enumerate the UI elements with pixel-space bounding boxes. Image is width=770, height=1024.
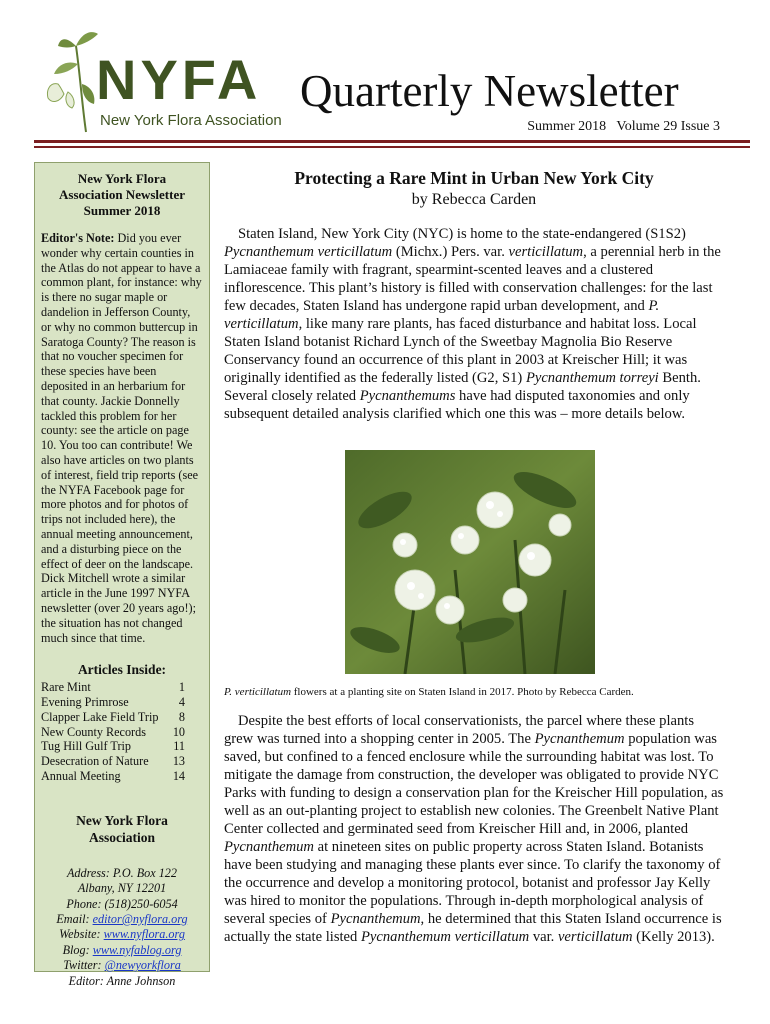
issue-info: Summer 2018 Volume 29 Issue 3 <box>527 119 720 134</box>
articles-inside-heading: Articles Inside: <box>77 662 167 678</box>
italic-text: P. verticillatum <box>224 686 292 698</box>
twitter-label: Twitter: <box>63 958 105 973</box>
mint-flowers-photo <box>345 450 595 674</box>
website-label: Website: <box>59 927 104 942</box>
sidebar-heading <box>41 171 203 219</box>
articles-list <box>41 680 203 784</box>
article-title: Annual Meeting <box>41 768 121 783</box>
text-run: population was saved, but confined to a fenced enclosure while the surrounding habitat was lost. To mitigate the damage from construction, the developer was obligated to provide NYC Parks with funding to design a conservation plan for the Kreischer Hill population, as well as an out-planting project to establish new colonies. The Greenbelt Native Plant Center collected and germinated seed from Kreischer Hill and, in 2006, planted <box>224 731 724 837</box>
header-rule-top <box>34 140 750 143</box>
italic-text: Pycnanthemums <box>359 388 456 404</box>
newsletter-title: Quarterly Newsletter <box>300 66 679 116</box>
article-title: New County Records <box>41 724 146 739</box>
italic-text: Pycnanthemum <box>534 731 625 747</box>
italic-text: Pycnanthemum <box>330 911 421 927</box>
italic-text: Pycnanthemum torreyi <box>525 370 659 386</box>
article-byline: by Rebecca Carden <box>411 191 537 208</box>
photo-caption <box>224 686 724 698</box>
italic-text: verticillatum <box>557 929 633 945</box>
email-line <box>41 912 203 927</box>
text-run: Staten Island, New York City (NYC) is home to the state-endangered (S1S2) <box>238 226 686 242</box>
article-page: 8 <box>178 709 185 724</box>
website-line <box>41 927 203 942</box>
article-link[interactable] <box>41 695 203 710</box>
association-heading-line: Association <box>88 829 155 845</box>
text-run: , he determined that this Staten Island occurrence is actually the state listed <box>224 911 722 945</box>
article-page: 4 <box>178 694 185 709</box>
article-title: Tug Hill Gulf Trip <box>41 739 131 754</box>
twitter-link[interactable]: @newyorkflora <box>104 958 181 973</box>
article-title: Rare Mint <box>41 680 91 695</box>
website-link[interactable]: www.nyflora.org <box>103 927 185 942</box>
article-page: 11 <box>173 739 185 754</box>
address-line: Address: P.O. Box 122 <box>66 865 177 880</box>
editor-note-text: Did you ever wonder why certain counties in the Atlas do not appear to have a common plant, for instance: why is there no sugar maple or dandelion in Jefferson County, or why no common buttercup in Saratoga County? The reason is that no voucher specimen for these species have been deposited in an herbarium for that county. Jackie Donnelly tackled this problem for her county: see the article on page 10. You too can contribute! We also have articles on two plants of interest, field trip reports (see the NYFA Facebook page for more photos and for photos of trips not included here), the annual meeting announcement, and a disturbing piece on the effect of deer on the landscape. Dick Mitchell wrote a similar article in the June 1997 NYFA newsletter (over 20 years ago!); the situation has not changed much since that time. <box>41 231 202 645</box>
text-run: (Kelly 2013). <box>632 929 715 945</box>
article-link[interactable] <box>41 769 203 784</box>
article-link[interactable] <box>41 680 203 695</box>
italic-text: Pycnanthemum verticillatum <box>360 929 530 945</box>
article-link[interactable] <box>41 754 203 769</box>
text-run: have had disputed taxonomies and only subsequent detailed analysis clarified which one this was – more details below. <box>224 388 690 422</box>
article <box>224 168 724 423</box>
article-paragraph-1 <box>224 225 724 423</box>
text-run: (Michx.) Pers. var. <box>392 244 509 260</box>
header-rule-bottom <box>34 146 750 148</box>
article-page: 14 <box>172 768 185 783</box>
italic-text: P. verticillatum <box>224 298 660 332</box>
text-run: , a perennial herb in the Lamiaceae family with fragrant, spearmint-scented leaves and a clustered inflorescence. This plant’s history is filled with conservation challenges: for the last few decades, Staten Island has undergone rapid urban development, and <box>224 244 721 314</box>
association-heading-line: New York Flora <box>76 812 168 828</box>
article-link[interactable] <box>41 710 203 725</box>
text-run: Despite the best efforts of local conservationists, the parcel where these plants grew was turned into a shopping center in 2005. The <box>224 713 695 747</box>
twitter-line <box>41 958 203 973</box>
blog-label: Blog: <box>62 942 93 957</box>
association-heading <box>41 812 203 846</box>
article-title: Desecration of Nature <box>41 754 149 769</box>
sidebar-heading-line: Association Newsletter <box>59 187 185 202</box>
article-link[interactable] <box>41 739 203 754</box>
logo-acronym: NYFA <box>96 48 262 111</box>
article-page: 10 <box>172 724 185 739</box>
editor-line: Editor: Anne Johnson <box>68 973 176 988</box>
sidebar-heading-line: Summer 2018 <box>83 203 161 218</box>
text-run: flowers at a planting site on Staten Island in 2017. Photo by Rebecca Carden. <box>291 686 634 698</box>
editor-note <box>41 231 203 645</box>
logo-subtitle: New York Flora Association <box>100 112 282 129</box>
email-link[interactable]: editor@nyflora.org <box>92 911 188 926</box>
italic-text: Pycnanthemum verticillatum <box>224 244 393 260</box>
italic-text: verticillatum <box>508 244 584 260</box>
sidebar <box>34 162 210 988</box>
italic-text: Pycnanthemum <box>224 839 314 855</box>
email-label: Email: <box>56 911 93 926</box>
article-title: Evening Primrose <box>41 694 129 709</box>
blog-line <box>41 943 203 958</box>
sidebar-heading-line: New York Flora <box>77 171 167 186</box>
text-run: at nineteen sites on public property across Staten Island. Botanists have been studying and managing these plants ever since. To clarify the taxonomy of the occurrence and develop a monitoring protocol, botanist and professor Jay Kelly was hired to monitor the populations. Through in-depth morphological analysis of several species of <box>224 839 721 927</box>
city-line: Albany, NY 12201 <box>77 881 167 896</box>
article-title: Protecting a Rare Mint in Urban New York City <box>294 168 654 188</box>
article-page: 13 <box>172 754 185 769</box>
blog-link[interactable]: www.nyfablog.org <box>92 942 182 957</box>
text-run: var. <box>529 929 558 945</box>
article-paragraph-2 <box>224 712 724 946</box>
article-title: Clapper Lake Field Trip <box>41 709 159 724</box>
article-link[interactable] <box>41 725 203 740</box>
text-run: Benth. Several closely related <box>224 370 701 404</box>
contact-info <box>41 866 203 989</box>
editor-note-label: Editor's Note: <box>41 231 115 245</box>
phone-line: Phone: (518)250-6054 <box>66 896 178 911</box>
article-page: 1 <box>178 680 185 695</box>
text-run: , like many rare plants, has faced disturbance and habitat loss. Local Staten Island botanist Richard Lynch of the Sweetbay Magnolia Bio Reserve Conservancy found an occurrence of this plant in 2003 at Kreischer Hill; it was originally identified as the federally listed (G2, S1) <box>224 316 697 386</box>
